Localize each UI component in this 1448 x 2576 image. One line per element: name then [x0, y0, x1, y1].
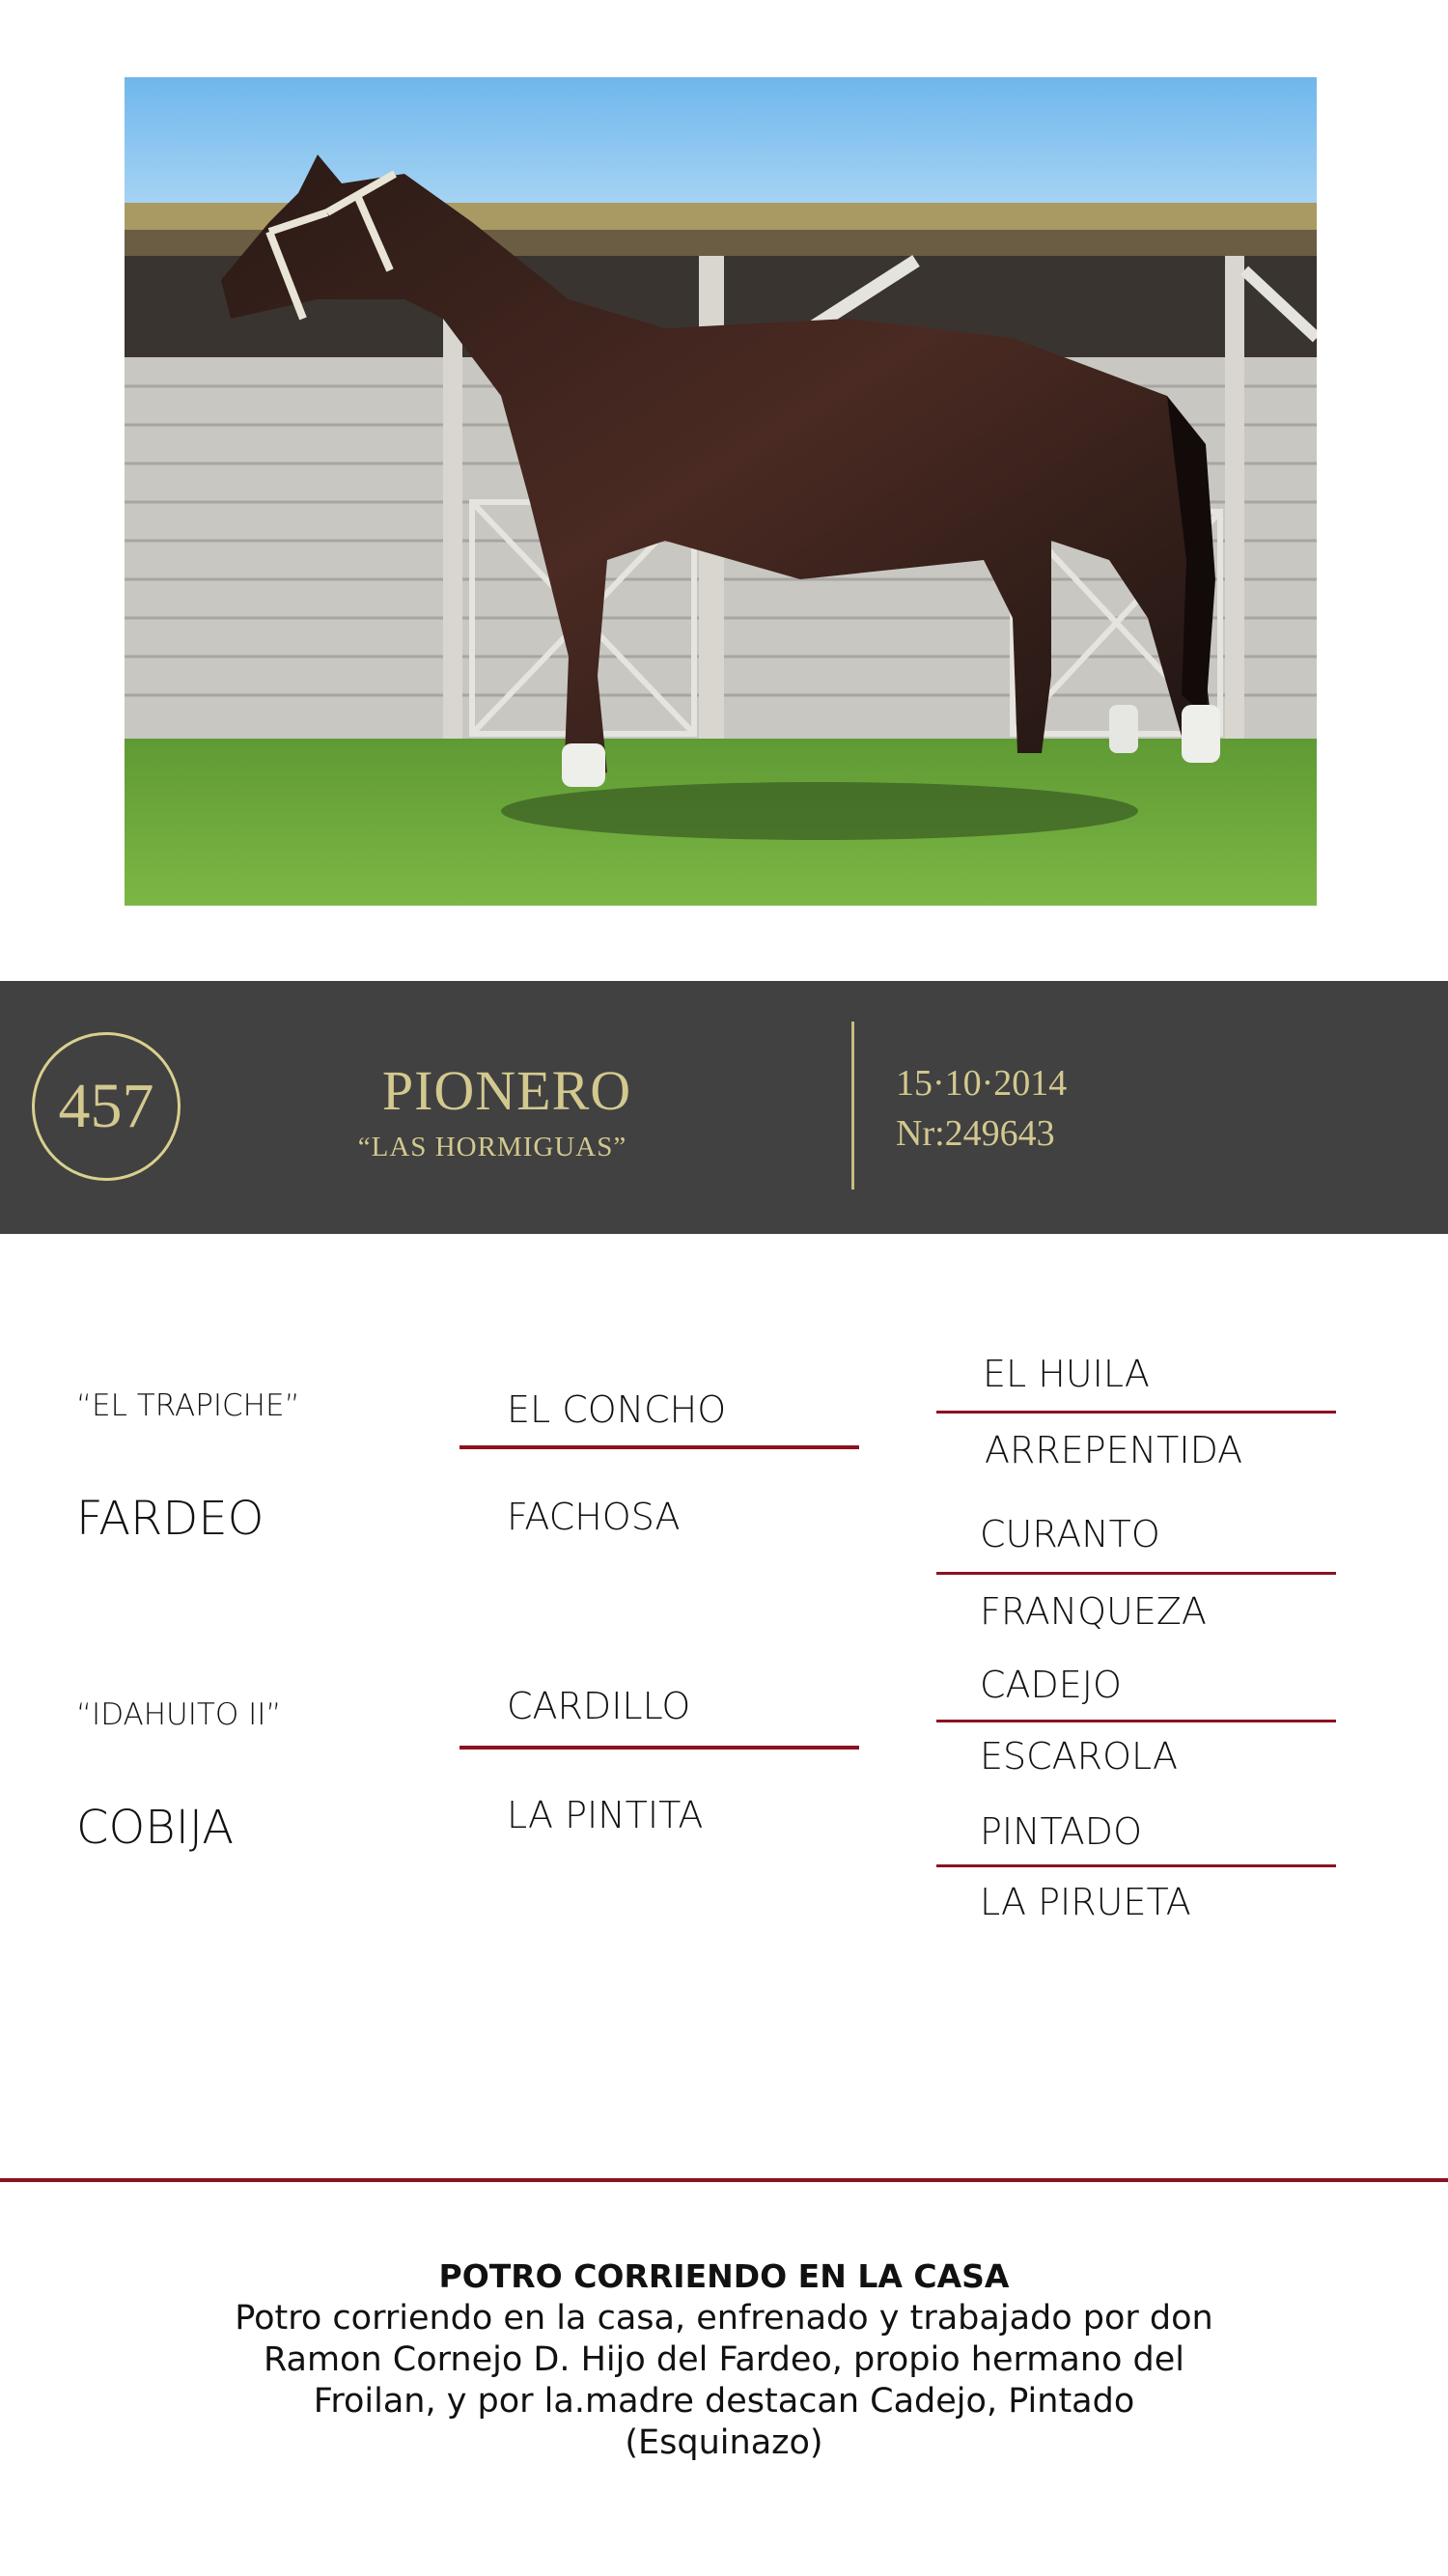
gen3-item: PINTADO	[980, 1810, 1142, 1853]
birth-date: 15·10·2014	[896, 1063, 1068, 1104]
header-band	[0, 981, 1448, 1234]
pedigree-divider	[936, 1864, 1336, 1867]
dam-sire: CARDILLO	[507, 1685, 691, 1727]
gen3-item: CURANTO	[980, 1513, 1160, 1555]
description-text: Potro corriendo en la casa, enfrenado y trabajado por don Ramon Cornejo D. Hijo del Fardeo, propio hermano del Froilan, y por la.madre destacan Cadejo, Pintado (Esquinazo)	[235, 2299, 1213, 2462]
pedigree-divider	[936, 1411, 1336, 1414]
dam-dam: LA PINTITA	[507, 1794, 704, 1836]
pedigree-divider	[936, 1720, 1336, 1722]
pedigree-divider	[459, 1445, 859, 1449]
dam-name: COBIJA	[76, 1801, 235, 1855]
horse-photo	[125, 77, 1317, 906]
sire-sire: EL CONCHO	[507, 1388, 727, 1431]
sire-breeder: “EL TRAPICHE”	[76, 1388, 300, 1423]
sire-dam: FACHOSA	[507, 1496, 681, 1538]
pedigree-divider	[459, 1746, 859, 1750]
description-title: POTRO CORRIENDO EN LA CASA	[438, 2257, 1010, 2295]
horse-breeder: “LAS HORMIGUAS”	[357, 1132, 627, 1162]
dam-breeder: “IDAHUITO II”	[76, 1697, 282, 1732]
sire-name: FARDEO	[76, 1492, 265, 1546]
gen3-item: FRANQUEZA	[980, 1590, 1207, 1633]
pedigree-divider	[936, 1572, 1336, 1575]
horse-name: PIONERO	[381, 1059, 632, 1122]
header-divider	[851, 1022, 854, 1190]
lot-number: 457	[58, 1071, 154, 1141]
gen3-item: EL HUILA	[983, 1353, 1150, 1395]
gen3-item: ARREPENTIDA	[985, 1429, 1243, 1471]
gen3-item: ESCAROLA	[980, 1735, 1179, 1778]
registry-number: Nr:249643	[896, 1113, 1055, 1154]
gen3-item: LA PIRUETA	[980, 1881, 1191, 1923]
gen3-item: CADEJO	[980, 1664, 1122, 1706]
section-separator	[0, 2178, 1448, 2182]
lot-number-badge	[32, 1032, 181, 1181]
